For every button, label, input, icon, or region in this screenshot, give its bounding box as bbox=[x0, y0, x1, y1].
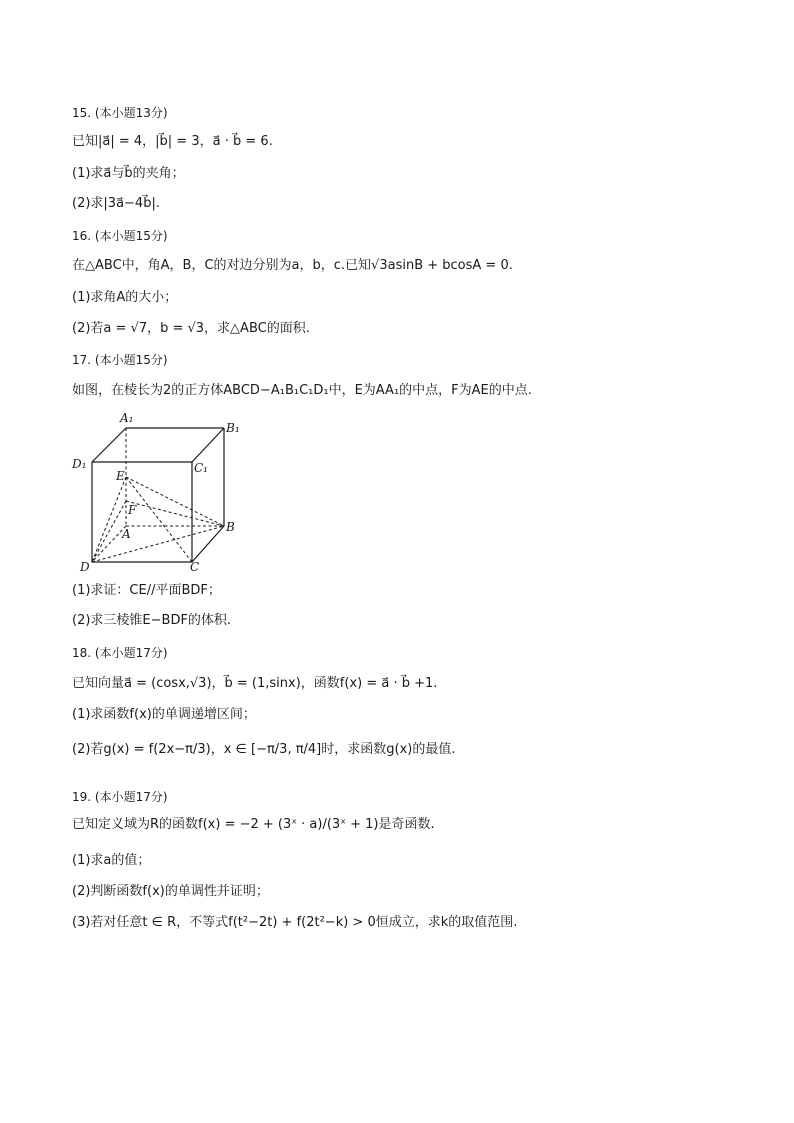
edge-d1-a1 bbox=[92, 428, 126, 462]
edge-b-c bbox=[192, 526, 224, 562]
label-f: F bbox=[128, 503, 137, 517]
q15-given: 已知|a⃗| = 4，|b⃗| = 3，a⃗ · b⃗ = 6. bbox=[72, 134, 273, 149]
q17-header: 17. (本小题15分) bbox=[72, 353, 168, 367]
cube-front-face bbox=[92, 462, 192, 562]
segment-e-d bbox=[92, 477, 126, 562]
label-b: B bbox=[226, 520, 235, 534]
q17-given: 如图，在棱长为2的正方体ABCD−A₁B₁C₁D₁中，E为AA₁的中点，F为AE的中点. bbox=[72, 383, 532, 398]
edge-b1-c1 bbox=[192, 428, 224, 462]
label-d: D bbox=[80, 560, 90, 574]
q18-header: 18. (本小题17分) bbox=[72, 646, 168, 660]
q18-part2: (2)若g(x) = f(2x−π/3)，x ∈ [−π/3, π/4]时，求函数g(x)的最值. bbox=[72, 742, 456, 757]
cube-figure bbox=[68, 404, 248, 578]
q19-part3: (3)若对任意t ∈ R，不等式f(t²−2t) + f(2t²−k) > 0恒成立，求k的取值范围. bbox=[72, 915, 518, 930]
q17-part2: (2)求三棱锥E−BDF的体积. bbox=[72, 613, 232, 628]
q17-part1: (1)求证：CE//平面BDF； bbox=[72, 583, 221, 598]
q19-part1: (1)求a的值； bbox=[72, 853, 151, 868]
q19-part2: (2)判断函数f(x)的单调性并证明； bbox=[72, 884, 269, 899]
label-e: E bbox=[116, 469, 125, 483]
label-c1: C₁ bbox=[194, 461, 208, 475]
q16-part2: (2)若a = √7，b = √3，求△ABC的面积. bbox=[72, 321, 310, 336]
label-c: C bbox=[190, 560, 200, 574]
cube-diagram bbox=[68, 404, 248, 574]
q19-header: 19. (本小题17分) bbox=[72, 790, 168, 804]
q18-part1: (1)求函数f(x)的单调递增区间； bbox=[72, 707, 256, 722]
q15-header: 15. (本小题13分) bbox=[72, 106, 168, 120]
label-a1: A₁ bbox=[120, 411, 134, 425]
label-d1: D₁ bbox=[72, 457, 87, 471]
label-b1: B₁ bbox=[226, 421, 240, 435]
q16-header: 16. (本小题15分) bbox=[72, 229, 168, 243]
segment-f-b bbox=[126, 501, 224, 526]
q18-given: 已知向量a⃗ = (cosx,√3)，b⃗ = (1,sinx)，函数f(x) = a⃗ · b⃗ +1. bbox=[72, 676, 438, 691]
q16-part1: (1)求角A的大小； bbox=[72, 290, 178, 305]
q15-part2: (2)求|3a⃗−4b⃗|. bbox=[72, 196, 160, 211]
segment-e-c bbox=[126, 477, 192, 562]
segment-d-b bbox=[92, 526, 224, 562]
segment-e-b bbox=[126, 477, 224, 526]
label-a: A bbox=[122, 527, 131, 541]
q16-given: 在△ABC中，角A，B，C的对边分别为a，b，c.已知√3asinB + bcosA = 0. bbox=[72, 258, 513, 273]
q15-part1: (1)求a⃗与b⃗的夹角； bbox=[72, 166, 185, 181]
q19-given: 已知定义域为R的函数f(x) = −2 + (3ˣ · a)/(3ˣ + 1)是奇函数. bbox=[72, 817, 435, 832]
